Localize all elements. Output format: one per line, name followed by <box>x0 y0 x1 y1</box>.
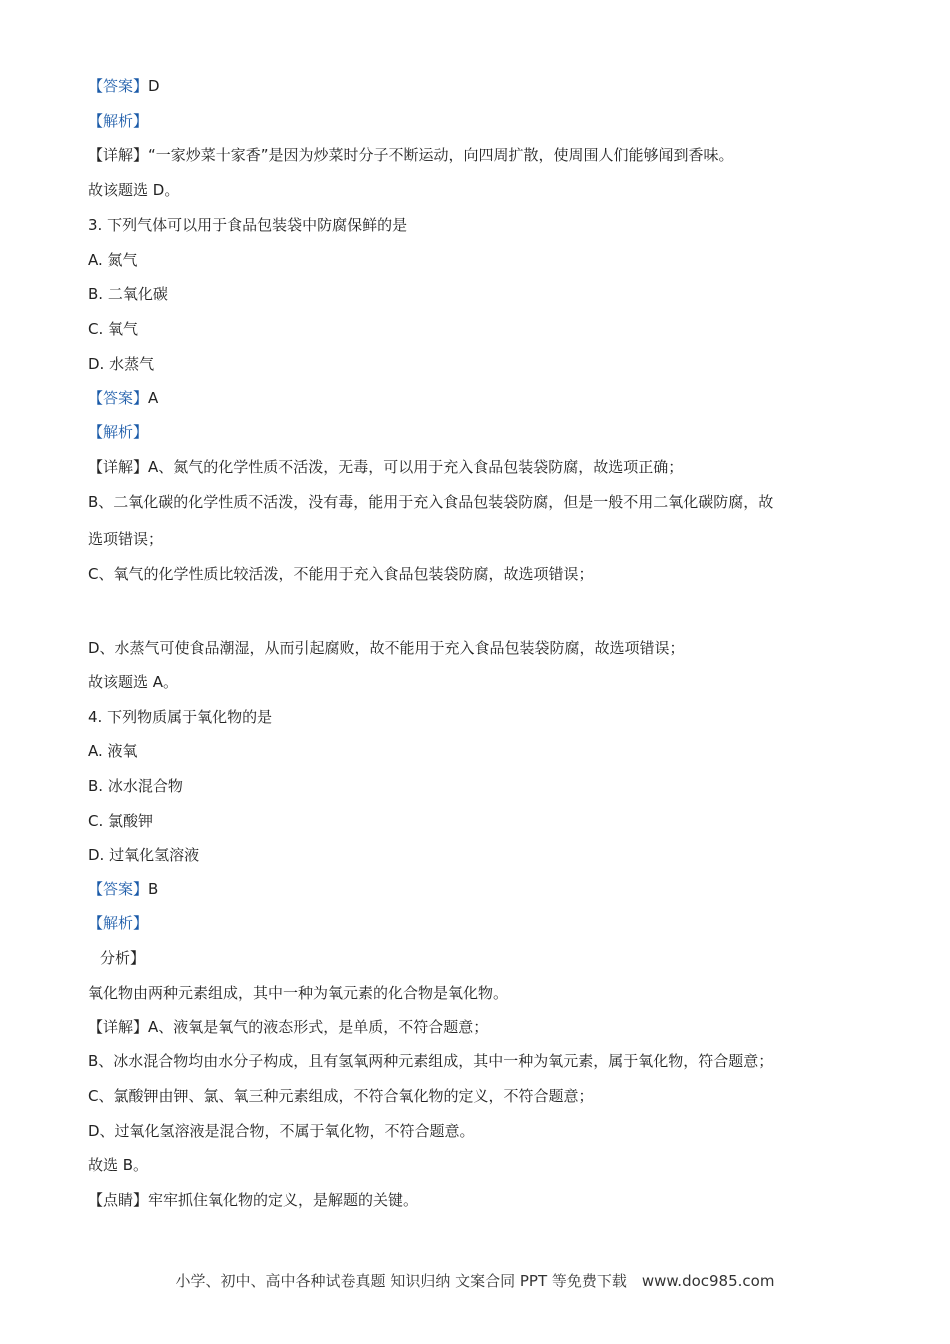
q2-detail-line <box>88 145 734 165</box>
detail-text: A、氮气的化学性质不活泼，无毒，可以用于充入食品包装袋防腐，故选项正确； <box>148 458 684 476</box>
analysis-label: 【解析】 <box>88 914 149 932</box>
q3-analysis-line <box>88 422 148 442</box>
q3-conclusion: 故该题选 A。 <box>88 673 179 691</box>
q3-detail-d: D、水蒸气可使食品潮湿，从而引起腐败，故不能用于充入食品包装袋防腐，故选项错误； <box>88 639 685 657</box>
q4-note-line <box>88 1190 418 1210</box>
note-label: 【点睛】 <box>88 1191 149 1209</box>
q4-detail-a <box>88 1017 488 1037</box>
q4-detail-b: B、冰水混合物均由水分子构成，且有氢氧两种元素组成，其中一种为氧元素，属于氧化物，符合题意； <box>88 1052 774 1070</box>
q3-option-d: D. 水蒸气 <box>88 355 155 373</box>
detail-label: 【详解】 <box>88 1018 149 1036</box>
q4-analysis-line <box>88 913 148 933</box>
analysis-label: 【解析】 <box>88 112 149 130</box>
detail-label: 【详解】 <box>88 458 149 476</box>
q4-conclusion: 故选 B。 <box>88 1156 149 1174</box>
q4-detail-d: D、过氧化氢溶液是混合物，不属于氧化物，不符合题意。 <box>88 1122 475 1140</box>
answer-value: D <box>148 77 160 95</box>
detail-text: “一家炒菜十家香”是因为炒菜时分子不断运动，向四周扩散，使周围人们能够闻到香味。 <box>148 146 734 164</box>
answer-value: B <box>148 880 159 898</box>
q4-analysis-fragment: 分析】 <box>100 949 146 967</box>
detail-text: A、液氧是氧气的液态形式，是单质，不符合题意； <box>148 1018 489 1036</box>
q3-detail-b-1: B、二氧化碳的化学性质不活泼，没有毒，能用于充入食品包装袋防腐，但是一般不用二氧化碳防腐，故 <box>88 493 774 511</box>
q3-option-a: A. 氮气 <box>88 251 138 269</box>
q3-detail-c: C、氧气的化学性质比较活泼，不能用于充入食品包装袋防腐，故选项错误； <box>88 565 594 583</box>
page-footer: 小学、初中、高中各种试卷真题 知识归纳 文案合同 PPT 等免费下载 www.doc985.com <box>175 1272 775 1290</box>
q4-answer-line <box>88 879 158 899</box>
q2-analysis-line <box>88 111 148 131</box>
q3-answer-line <box>88 388 158 408</box>
answer-label: 【答案】 <box>88 880 149 898</box>
answer-label: 【答案】 <box>88 77 149 95</box>
q4-detail-c: C、氯酸钾由钾、氯、氧三种元素组成，不符合氧化物的定义，不符合题意； <box>88 1087 594 1105</box>
q3-option-c: C. 氧气 <box>88 320 139 338</box>
q2-conclusion: 故该题选 D。 <box>88 181 180 199</box>
note-text: 牢牢抓住氧化物的定义，是解题的关键。 <box>148 1191 419 1209</box>
q4-option-d: D. 过氧化氢溶液 <box>88 846 200 864</box>
q4-option-c: C. 氯酸钾 <box>88 812 154 830</box>
answer-label: 【答案】 <box>88 389 149 407</box>
q3-detail-a <box>88 457 683 477</box>
q2-answer-line <box>88 76 160 96</box>
q4-option-b: B. 冰水混合物 <box>88 777 183 795</box>
q4-definition: 氧化物由两种元素组成，其中一种为氧元素的化合物是氧化物。 <box>88 984 509 1002</box>
q4-option-a: A. 液氧 <box>88 742 138 760</box>
q3-option-b: B. 二氧化碳 <box>88 285 168 303</box>
detail-label: 【详解】 <box>88 146 149 164</box>
answer-value: A <box>148 389 159 407</box>
q3-stem: 3. 下列气体可以用于食品包装袋中防腐保鲜的是 <box>88 216 408 234</box>
q3-detail-b-2: 选项错误； <box>88 530 164 548</box>
analysis-label: 【解析】 <box>88 423 149 441</box>
q4-stem: 4. 下列物质属于氧化物的是 <box>88 708 273 726</box>
